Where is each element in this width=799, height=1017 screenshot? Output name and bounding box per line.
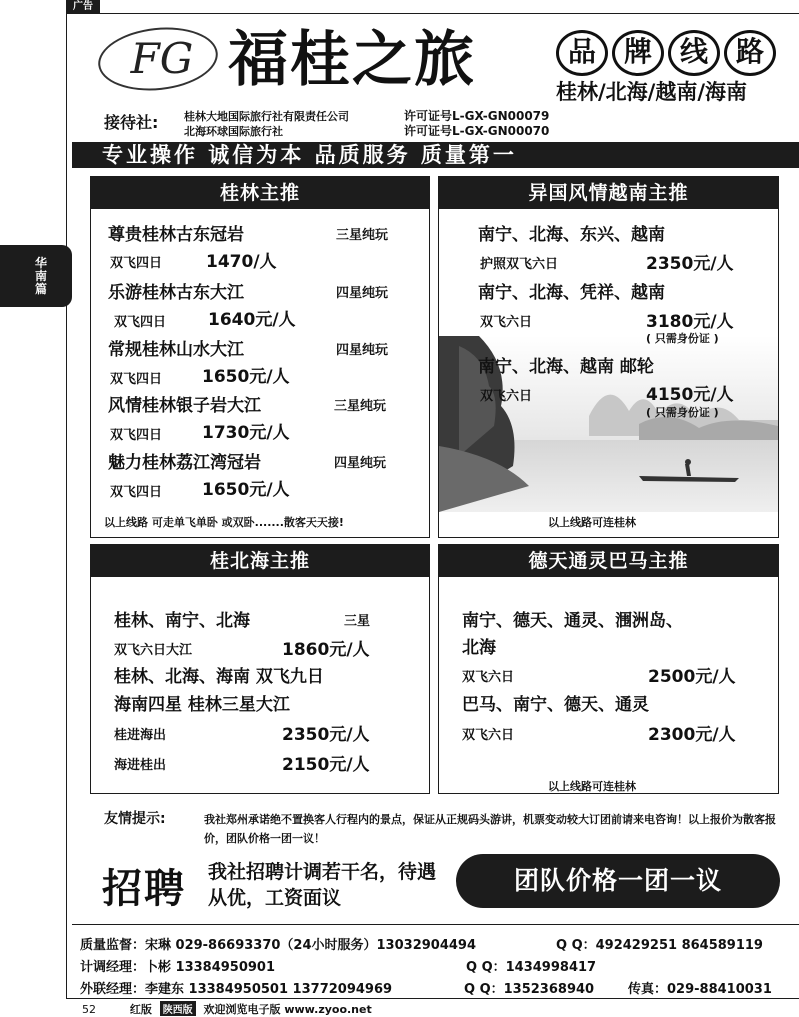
side-tab-label: 华南篇 [34,256,47,296]
left-rule [66,13,67,998]
route-price: 3180元/人 [646,312,734,332]
circle-word: 牌 [612,30,664,76]
route-price: 2500元/人 [648,667,736,687]
route-title: 南宁、北海、凭祥、越南 [478,283,665,303]
route-tag: 四星纯玩 [336,286,389,301]
route-days: 双飞四日 [110,485,163,500]
route-days: 桂进海出 [114,728,167,743]
route-price: 1650元/人 [202,480,290,500]
route-days: 护照双飞六日 [480,257,559,272]
agency-name: 北海环球国际旅行社 [184,125,283,138]
page-number: 52 [82,1003,96,1016]
route-days: 双飞六日大江 [114,643,193,658]
guilin-header: 桂林主推 [91,177,429,209]
guilin-footer: 以上线路 可走单飞单卧 或双卧.......散客天天接! [104,516,344,529]
route-title: 乐游桂林古东大江 [108,283,244,303]
agency-license: 许可证号L-GX-GN00079 [404,109,550,123]
top-rule [66,13,799,14]
footer-text: 欢迎浏览电子版 www.zyoo.net [203,1003,372,1016]
edition-label: 红版 [129,1003,152,1016]
route-price: 1470/人 [206,252,277,272]
beihai-header: 桂北海主推 [91,545,429,577]
route-days: 双飞四日 [114,315,167,330]
circle-word: 路 [724,30,776,76]
route-title: 海南四星 桂林三星大江 [114,695,290,715]
side-tab [0,245,72,307]
page-footer [82,1001,372,1017]
route-price: 2350元/人 [646,254,734,274]
circle-word: 品 [556,30,608,76]
route-days: 海进桂出 [114,758,167,773]
route-title: 北海 [462,638,496,658]
route-price: 1650元/人 [202,367,290,387]
recruit-title: 招聘 [102,866,186,912]
route-title: 魅力桂林荔江湾冠岩 [108,453,261,473]
route-title: 南宁、德天、通灵、涠洲岛、 [462,611,683,631]
detian-footer: 以上线路可连桂林 [548,780,636,793]
edition-badge: 陕西版 [160,1001,196,1016]
contact-fax: 传真：029-88410031 [628,982,772,997]
contact-quality: 质量监督：宋琳 029-86693370（24小时服务）13032904494 [80,938,477,953]
route-title: 尊贵桂林古东冠岩 [108,225,244,245]
agency-license: 许可证号L-GX-GN00070 [404,124,550,138]
agency-label: 接待社: [104,113,159,132]
route-price: 2150元/人 [282,755,370,775]
route-price: 1640元/人 [208,310,296,330]
route-days: 双飞四日 [110,428,163,443]
contact-scheduling: 计调经理：卜彬 13384950901 [80,960,276,975]
tips-label: 友情提示: [104,811,166,827]
circle-word: 线 [668,30,720,76]
contact-quality-qq: Q Q：492429251 864589119 [556,938,763,953]
route-tag: 三星 [344,614,371,629]
brand-circle-words [556,30,776,76]
route-title: 桂林、南宁、北海 [114,611,250,631]
contacts-top-rule [72,924,799,925]
contacts-bottom-rule [66,998,799,999]
route-days: 双飞四日 [110,256,163,271]
route-price: 1860元/人 [282,640,370,660]
route-price: 1730元/人 [202,423,290,443]
route-tag: 四星纯玩 [334,456,387,471]
vietnam-header: 异国风情越南主推 [439,177,778,209]
route-title: 巴马、南宁、德天、通灵 [462,695,649,715]
route-days: 双飞六日 [480,315,533,330]
recruit-text: 我社招聘计调若干名，待遇从优，工资面议 [208,861,437,909]
route-note: ( 只需身份证 ) [646,332,719,345]
route-price: 2300元/人 [648,725,736,745]
route-price: 4150元/人 [646,385,734,405]
route-title: 桂林、北海、海南 双飞九日 [114,667,324,687]
contact-external: 外联经理：李建东 13384950501 13772094969 [80,982,393,997]
brand-routes: 桂林/北海/越南/海南 [556,80,748,104]
route-note: ( 只需身份证 ) [646,406,719,419]
route-tag: 三星纯玩 [334,399,387,414]
route-tag: 三星纯玩 [336,228,389,243]
route-days: 双飞六日 [462,670,515,685]
route-title: 南宁、北海、越南 邮轮 [478,357,654,377]
agency-name: 桂林大地国际旅行社有限责任公司 [184,110,349,123]
contact-external-qq: Q Q：1352368940 [464,982,595,997]
group-price-pill: 团队价格一团一议 [456,854,780,908]
tips-text: 我社郑州承诺绝不置换客人行程内的景点，保证从正规码头游讲，机票变动较大订团前请来电咨询！以上报价为散客报价，团队价格一团一议！ [204,813,776,845]
route-title: 风情桂林银子岩大江 [108,396,261,416]
detian-header: 德天通灵巴马主推 [439,545,778,577]
route-days: 双飞六日 [462,728,515,743]
route-tag: 四星纯玩 [336,343,389,358]
slogan-bar: 专业操作 诚信为本 品质服务 质量第一 [72,142,799,168]
logo: FG [130,34,194,83]
ad-tag: 广告 [66,0,100,14]
route-price: 2350元/人 [282,725,370,745]
route-title: 常规桂林山水大江 [108,340,244,360]
brand-title: 福桂之旅 [228,25,476,95]
route-title: 南宁、北海、东兴、越南 [478,225,665,245]
vietnam-footer: 以上线路可连桂林 [548,516,636,529]
route-days: 双飞四日 [110,372,163,387]
route-days: 双飞六日 [480,389,533,404]
contact-scheduling-qq: Q Q：1434998417 [466,960,597,975]
